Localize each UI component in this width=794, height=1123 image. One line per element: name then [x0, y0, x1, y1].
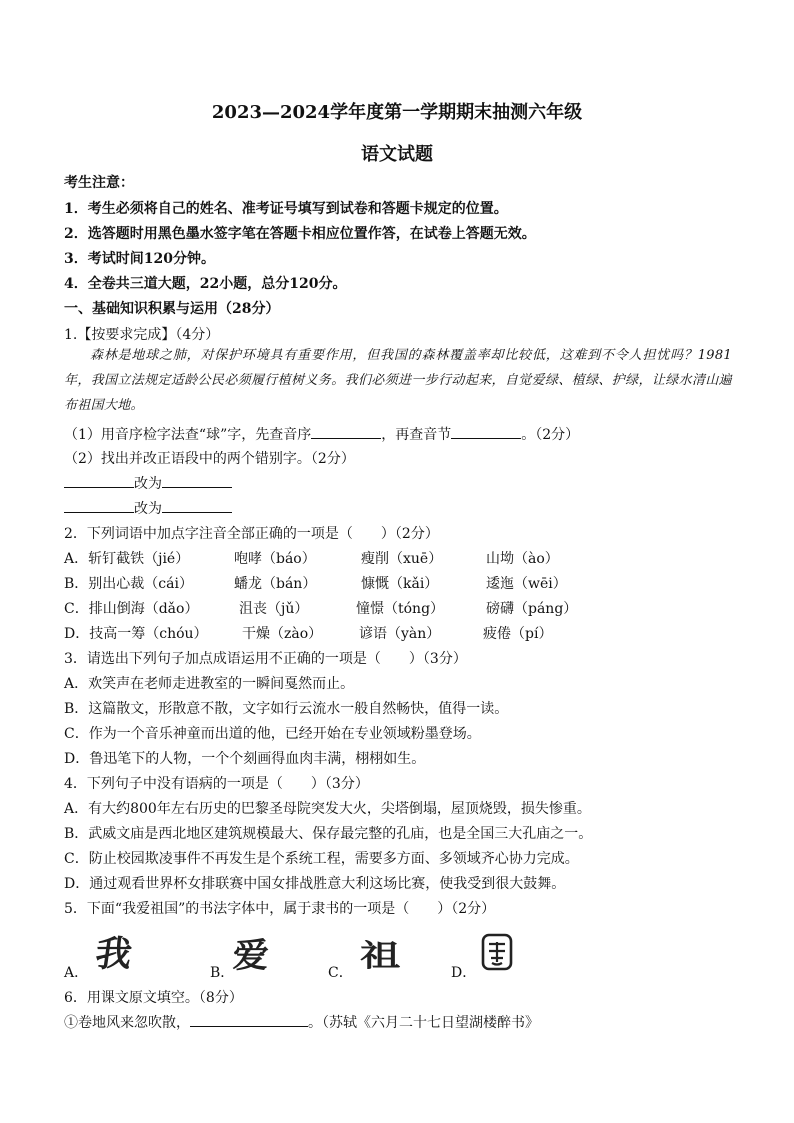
q1-sub1-text-b: ，再查音节 [381, 427, 452, 443]
calligraphy-char-a: 我 [92, 934, 135, 975]
q4-option-a[interactable]: A．有大约800年左右历史的巴黎圣母院突发大火，尖塔倒塌，屋顶烧毁，损失惨重。 [64, 801, 591, 817]
q2-d-1[interactable]: D．技高一筹（chóu） [64, 626, 208, 642]
notice-item-3: 3．考试时间120分钟。 [64, 251, 215, 267]
q5-option-b-label[interactable]: B． [210, 965, 235, 981]
q1-correct-char-2-blank[interactable] [162, 498, 232, 513]
q3-option-d[interactable]: D．鲁迅笔下的人物，一个个刻画得血肉丰满，栩栩如生。 [64, 751, 426, 767]
q1-fix-row-2 [64, 498, 232, 518]
q4-option-c[interactable]: C．防止校园欺凌事件不再发生是个系统工程，需要多方面、多领域齐心协力完成。 [64, 851, 579, 867]
q6-line-1-text-a: ①卷地风来忽吹散， [64, 1015, 190, 1031]
q1-fix-label-1: 改为 [134, 476, 162, 492]
q3-option-a[interactable]: A．欢笑声在老师走进教室的一瞬间戛然而止。 [64, 676, 355, 692]
q2-c-3: 憧憬（tóng） [356, 601, 445, 617]
q1-blank-yinjie[interactable] [451, 424, 521, 439]
q2-c-2: 沮丧（jǔ） [239, 601, 309, 617]
q1-wrong-char-2-blank[interactable] [64, 498, 134, 513]
exam-subtitle: 语文试题 [361, 144, 433, 165]
section-1-heading: 一、基础知识积累与运用（28分） [64, 301, 280, 317]
q1-sub1-text-c: 。（2分） [521, 427, 580, 443]
q3-option-b[interactable]: B．这篇散文，形散意不散，文字如行云流水一般自然畅快，值得一读。 [64, 701, 509, 717]
q2-a-4: 山坳（ào） [486, 551, 559, 567]
q1-blank-yinxu[interactable] [311, 424, 381, 439]
q1-stem: 1.【按要求完成】（4分） [64, 327, 220, 343]
q2-a-2: 咆哮（báo） [234, 551, 316, 567]
q5-option-a-label[interactable]: A． [64, 965, 89, 981]
calligraphy-char-b: 爱 [231, 936, 271, 976]
q2-b-2: 蟠龙（bán） [234, 576, 317, 592]
q1-passage-text: 森林是地球之肺，对保护环境具有重要作用，但我国的森林覆盖率却比较低，这难到不令人担忧吗？1981年，我国立法规定适龄公民必须履行植树义务。我们必须进一步行动起来，自觉爱绿、植绿、护绿，让绿水清山遍布祖国大地。 [64, 348, 732, 413]
q2-stem: 2．下列词语中加点字注音全部正确的一项是（ ）（2分） [64, 526, 439, 542]
q1-sub1-text-a: （1）用音序检字法查“球”字，先查音序 [64, 427, 312, 443]
q2-b-1[interactable]: B．别出心裁（cái） [64, 576, 193, 592]
notice-heading: 考生注意： [64, 175, 134, 191]
notice-item-4: 4．全卷共三道大题，22小题，总分120分。 [64, 276, 347, 292]
q6-blank-1[interactable] [190, 1012, 308, 1027]
exam-title: 2023—2024学年度第一学期期末抽测六年级 [211, 102, 583, 123]
q2-c-4: 磅礴（páng） [486, 601, 578, 617]
q6-line-1-text-b: 。（苏轼《六月二十七日望湖楼醉书》 [308, 1015, 539, 1031]
q4-option-b[interactable]: B．武威文庙是西北地区建筑规模最大、保存最完整的孔庙，也是全国三大孔庙之一。 [64, 826, 593, 842]
q2-c-1[interactable]: C．排山倒海（dǎo） [64, 601, 199, 617]
q1-passage [64, 343, 732, 418]
q1-correct-char-1-blank[interactable] [162, 473, 232, 488]
seal-script-char-d [480, 932, 514, 972]
q1-wrong-char-1-blank[interactable] [64, 473, 134, 488]
q2-b-4: 逶迤（wēi） [486, 576, 567, 592]
q3-option-c[interactable]: C．作为一个音乐神童而出道的他，已经开始在专业领域粉墨登场。 [64, 726, 481, 742]
q6-line-1 [64, 1012, 539, 1032]
q2-b-3: 慷慨（kǎi） [361, 576, 439, 592]
notice-item-1: 1．考生必须将自己的姓名、准考证号填写到试卷和答题卡规定的位置。 [64, 201, 508, 217]
q5-stem: 5．下面“我爱祖国”的书法字体中，属于隶书的一项是（ ）（2分） [64, 901, 496, 917]
seal-glyph-icon [480, 932, 514, 972]
q1-fix-row-1 [64, 473, 232, 493]
q1-sub1 [64, 424, 579, 444]
q3-stem: 3．请选出下列句子加点成语运用不正确的一项是（ ）（3分） [64, 651, 467, 667]
q5-option-d-label[interactable]: D． [451, 965, 477, 981]
q2-a-1[interactable]: A．斩钉截铁（jié） [64, 551, 190, 567]
notice-item-2: 2．选答题时用黑色墨水签字笔在答题卡相应位置作答，在试卷上答题无效。 [64, 226, 536, 242]
q2-d-4: 疲倦（pí） [483, 626, 553, 642]
calligraphy-char-c: 祖 [360, 940, 401, 973]
q2-d-3: 谚语（yàn） [359, 626, 441, 642]
q1-fix-label-2: 改为 [134, 501, 162, 517]
q4-stem: 4．下列句子中没有语病的一项是（ ）（3分） [64, 776, 369, 792]
q4-option-d[interactable]: D．通过观看世界杯女排联赛中国女排战胜意大利这场比赛，使我受到很大鼓舞。 [64, 876, 566, 892]
q5-option-c-label[interactable]: C． [328, 965, 353, 981]
q6-stem: 6．用课文原文填空。（8分） [64, 990, 243, 1006]
q2-a-3: 瘦削（xuē） [361, 551, 443, 567]
q2-d-2: 干燥（zào） [242, 626, 323, 642]
q1-sub2: （2）找出并改正语段中的两个错别字。（2分） [64, 451, 355, 467]
